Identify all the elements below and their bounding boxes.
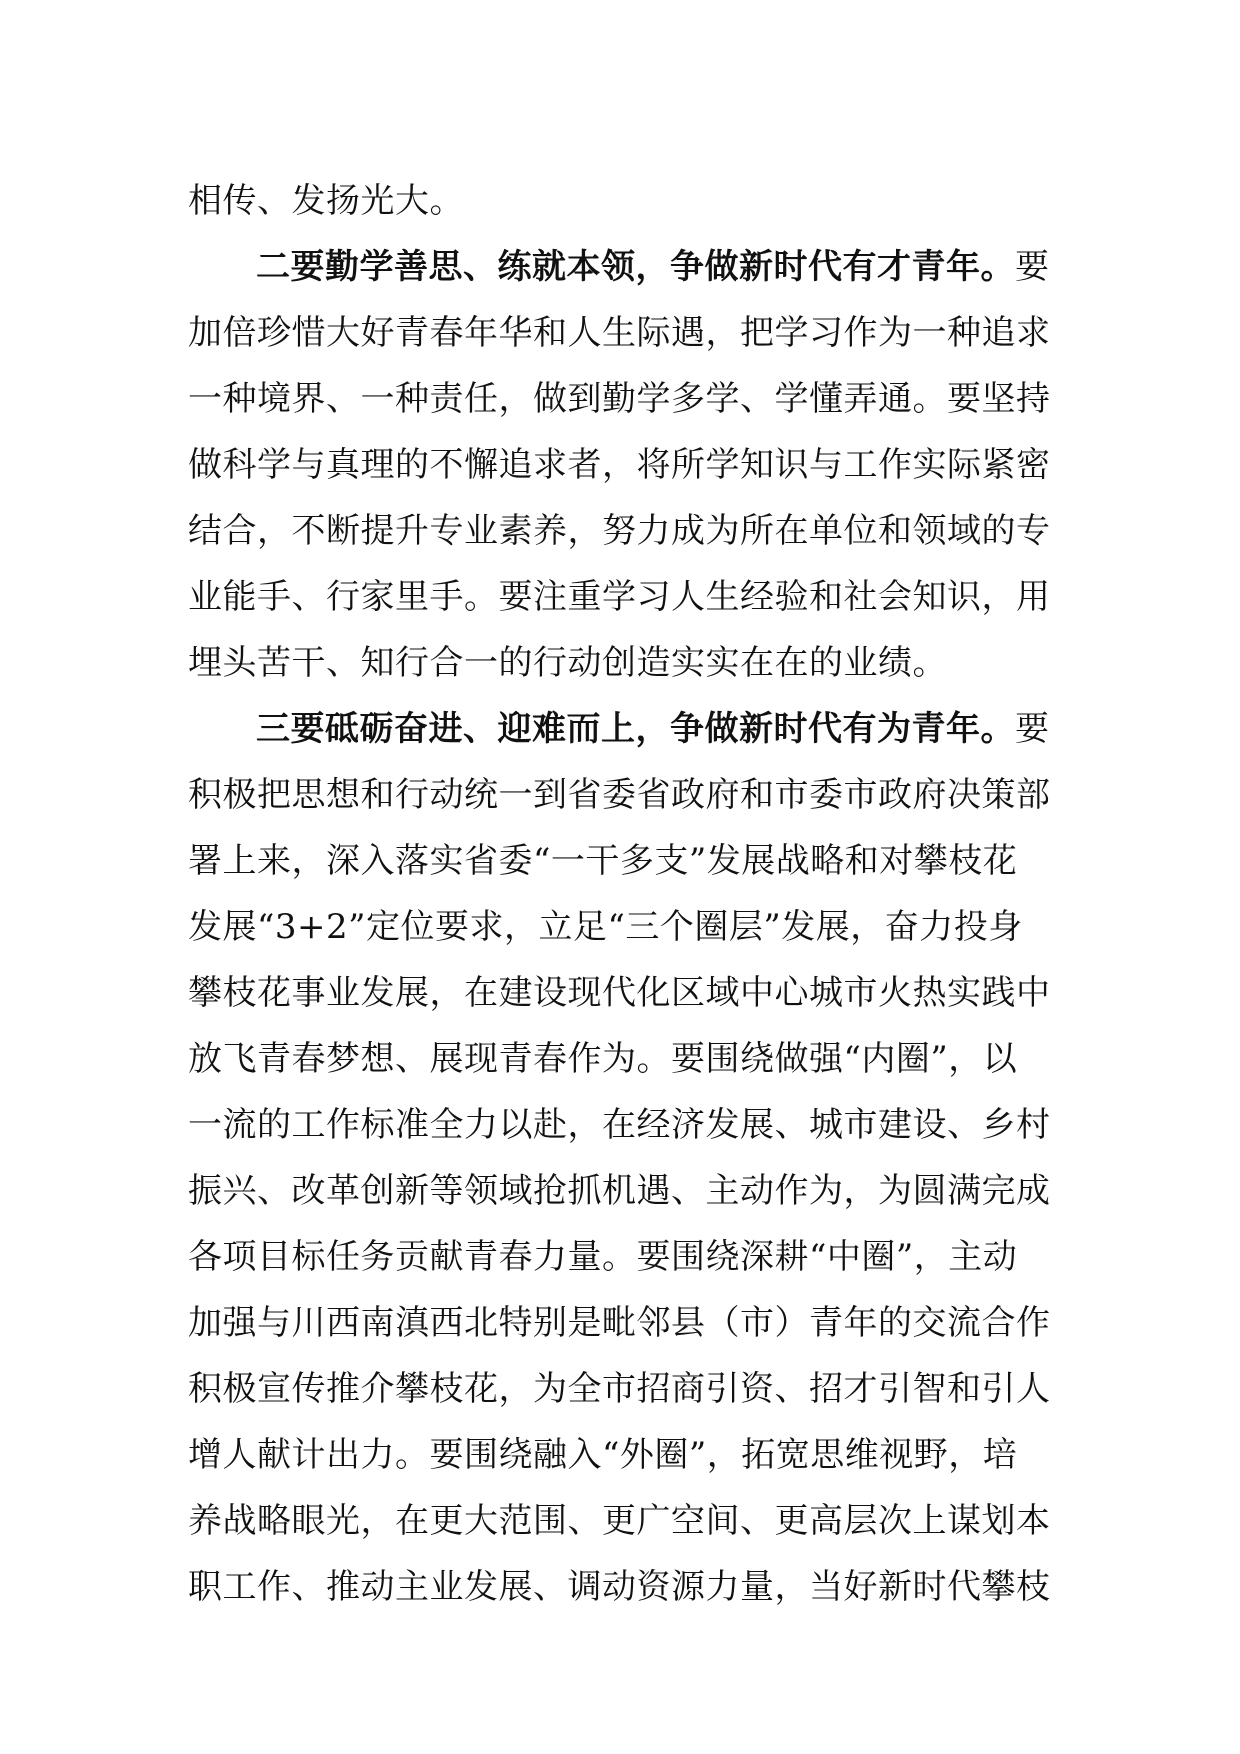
paragraph-heading: 二要勤学善思、练就本领，争做新时代有才青年。 bbox=[256, 247, 1015, 287]
text-line: 发展“3+2”定位要求，立足“三个圈层”发展，奋力投身 bbox=[188, 907, 1023, 947]
text-line: 做科学与真理的不懈追求者，将所学知识与工作实际紧密 bbox=[188, 445, 1051, 485]
text-line: 一流的工作标准全力以赴，在经济发展、城市建设、乡村 bbox=[188, 1105, 1051, 1145]
text-line: 埋头苦干、知行合一的行动创造实实在在的业绩。 bbox=[188, 643, 947, 683]
text-line: 放飞青春梦想、展现青春作为。要围绕做强“内圈”，以 bbox=[188, 1039, 1018, 1079]
text-line: 增人献计出力。要围绕融入“外圈”，拓宽思维视野，培 bbox=[188, 1435, 1018, 1475]
text-line: 要 bbox=[1015, 709, 1050, 749]
text-line: 养战略眼光，在更大范围、更广空间、更高层次上谋划本 bbox=[188, 1501, 1051, 1541]
text-line: 积极把思想和行动统一到省委省政府和市委市政府决策部 bbox=[188, 775, 1051, 815]
text-line: 加倍珍惜大好青春年华和人生际遇，把学习作为一种追求 bbox=[188, 313, 1051, 353]
text-line: 各项目标任务贡献青春力量。要围绕深耕“中圈”，主动 bbox=[188, 1237, 1018, 1277]
text-line: 攀枝花事业发展，在建设现代化区域中心城市火热实践中 bbox=[188, 973, 1051, 1013]
paragraph-3-first-line bbox=[188, 696, 1058, 762]
text-line: 振兴、改革创新等领域抢抓机遇、主动作为，为圆满完成 bbox=[188, 1171, 1051, 1211]
text-line: 职工作、推动主业发展、调动资源力量，当好新时代攀枝 bbox=[188, 1567, 1051, 1607]
text-line: 一种境界、一种责任，做到勤学多学、学懂弄通。要坚持 bbox=[188, 379, 1051, 419]
text-line: 署上来，深入落实省委“一干多支”发展战略和对攀枝花 bbox=[188, 841, 1018, 881]
paragraph-heading: 三要砥砺奋进、迎难而上，争做新时代有为青年。 bbox=[256, 709, 1015, 749]
text-line: 加强与川西南滇西北特别是毗邻县（市）青年的交流合作 bbox=[188, 1303, 1051, 1343]
paragraph-2-first-line bbox=[188, 234, 1058, 300]
document-body bbox=[188, 168, 1058, 1620]
text-line: 要 bbox=[1015, 247, 1050, 287]
text-line: 相传、发扬光大。 bbox=[188, 181, 464, 221]
text-line: 结合，不断提升专业素养，努力成为所在单位和领域的专 bbox=[188, 511, 1051, 551]
text-line: 业能手、行家里手。要注重学习人生经验和社会知识，用 bbox=[188, 577, 1051, 617]
text-line: 积极宣传推介攀枝花，为全市招商引资、招才引智和引人 bbox=[188, 1369, 1051, 1409]
